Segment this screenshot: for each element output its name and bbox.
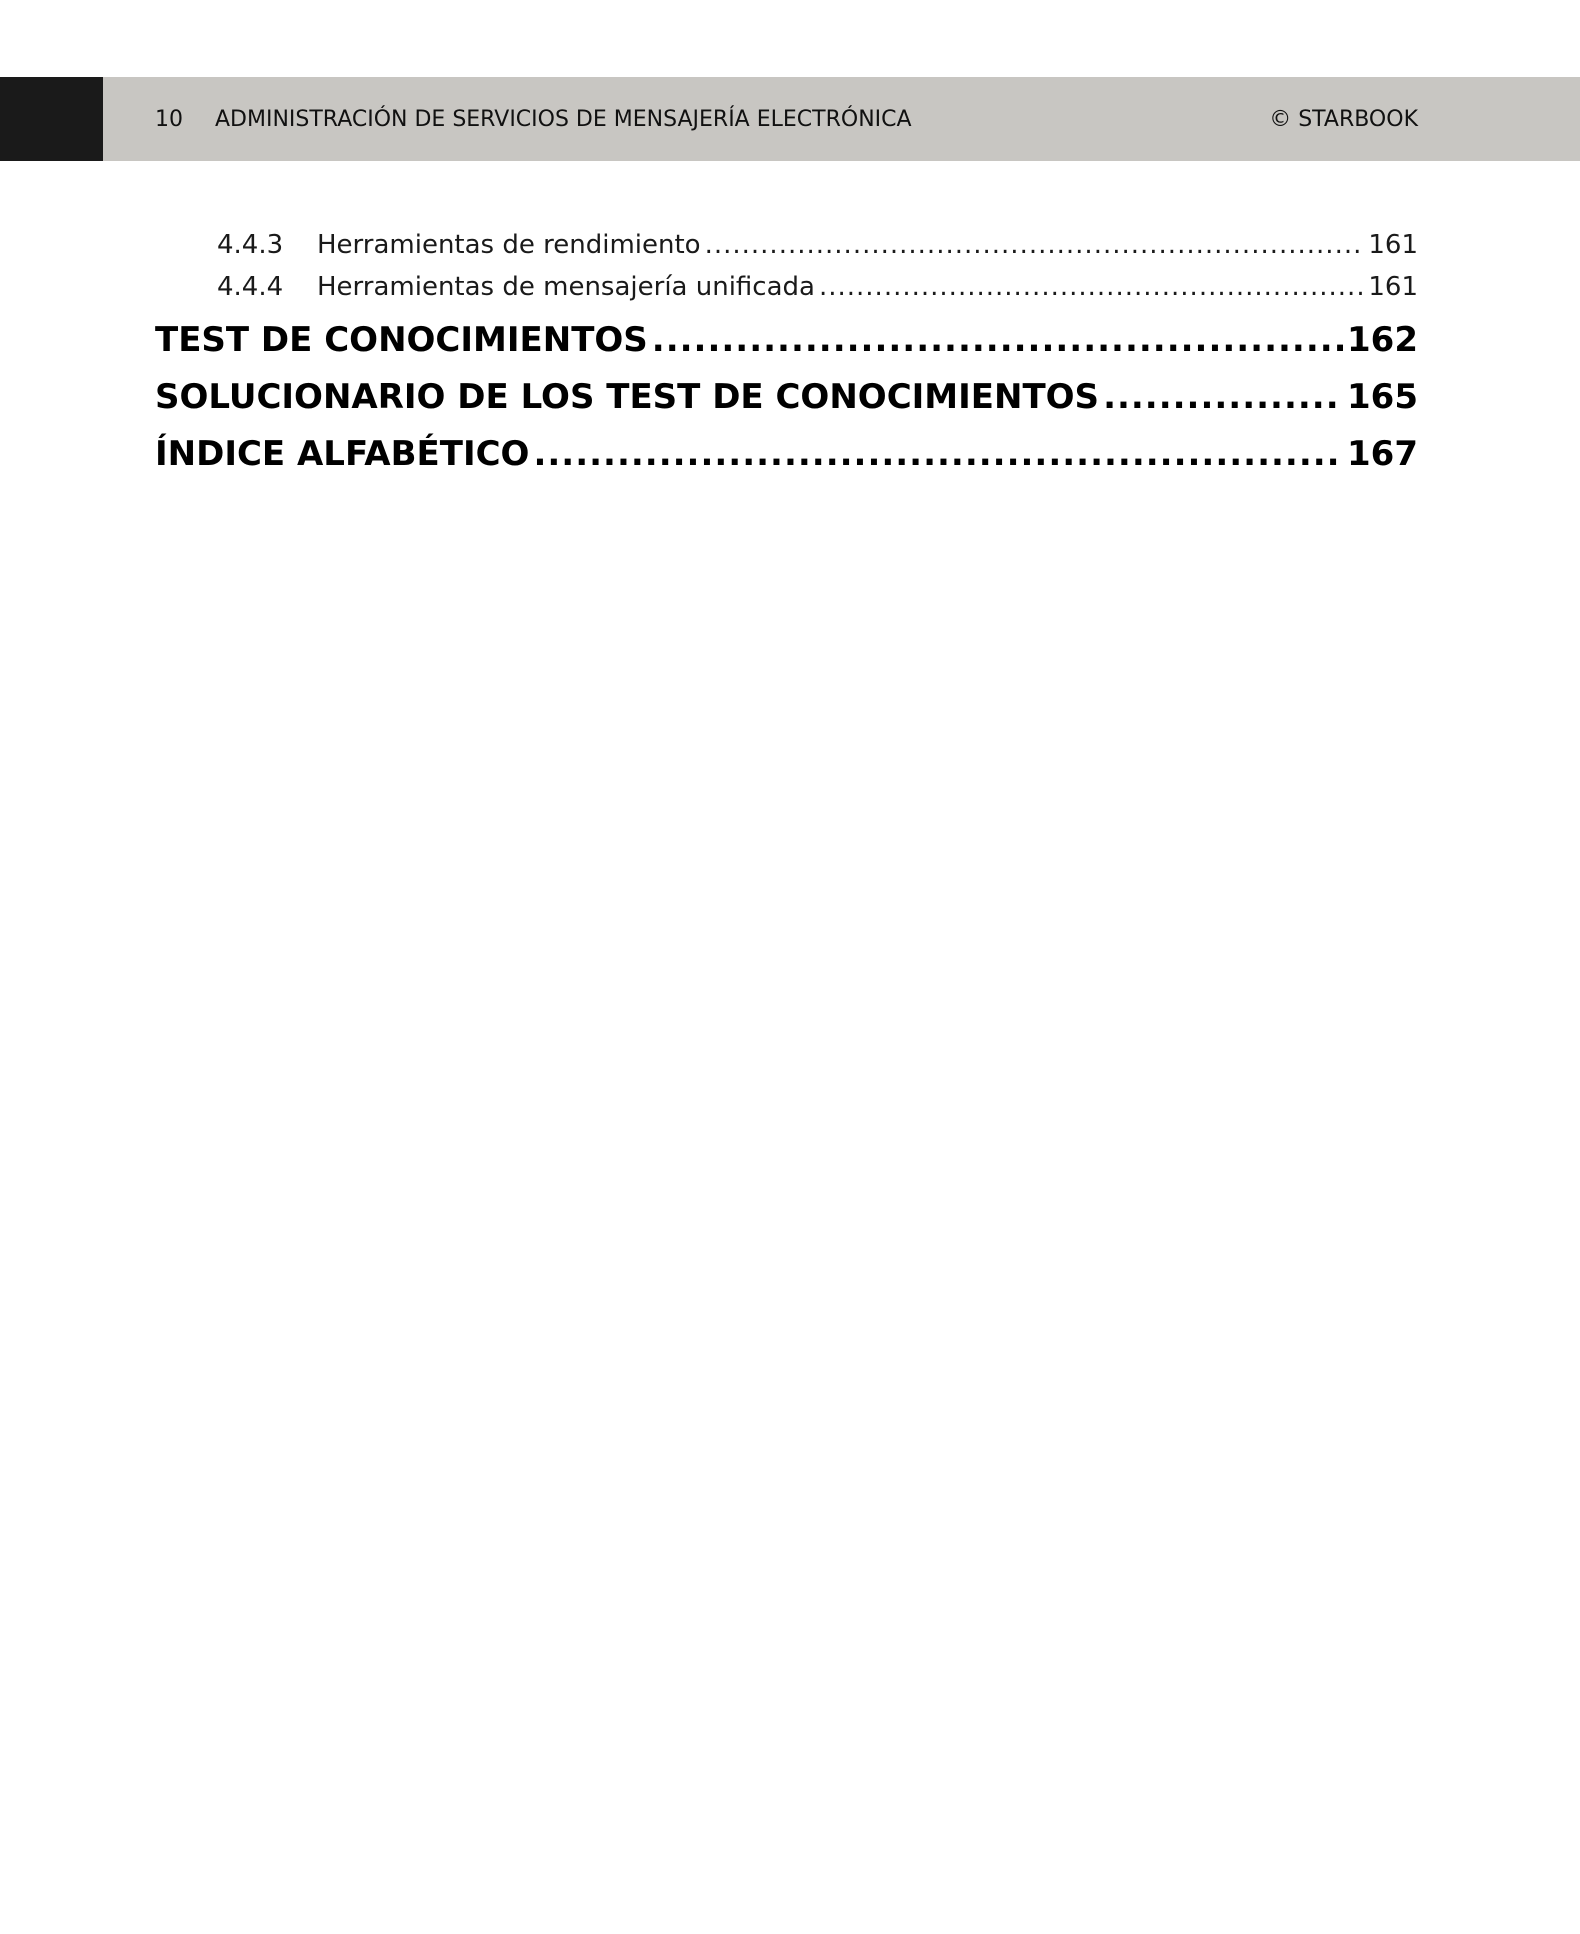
toc-dot-leader bbox=[705, 224, 1365, 266]
toc-entry-number: 4.4.3 bbox=[217, 230, 284, 260]
toc-entry-label: SOLUCIONARIO DE LOS TEST DE CONOCIMIENTOS bbox=[155, 377, 1100, 417]
toc-entry-page: 161 bbox=[1368, 272, 1418, 302]
toc-entry-label: Herramientas de mensajería unificada bbox=[317, 272, 815, 302]
toc-dot-leader bbox=[819, 266, 1364, 308]
toc-entry-page: 165 bbox=[1347, 377, 1418, 417]
toc-entry-4-4-3[interactable] bbox=[155, 224, 1418, 266]
toc-dot-leader bbox=[1103, 369, 1343, 426]
header-publisher: © STARBOOK bbox=[1269, 106, 1418, 132]
running-header bbox=[155, 77, 1418, 161]
toc-entry-4-4-4[interactable] bbox=[155, 266, 1418, 308]
toc-entry-label: TEST DE CONOCIMIENTOS bbox=[155, 320, 648, 360]
toc-entry-page: 161 bbox=[1368, 230, 1418, 260]
toc-dot-leader bbox=[652, 312, 1343, 369]
toc-entry-page: 162 bbox=[1347, 320, 1418, 360]
header-black-block bbox=[0, 77, 103, 161]
toc-dot-leader bbox=[533, 426, 1343, 483]
toc-entry-number: 4.4.4 bbox=[217, 272, 284, 302]
header-book-title: ADMINISTRACIÓN DE SERVICIOS DE MENSAJERÍA ELECTRÓNICA bbox=[215, 106, 912, 132]
toc-entry-indice-alfabetico[interactable] bbox=[155, 426, 1418, 483]
toc-entry-label: ÍNDICE ALFABÉTICO bbox=[155, 434, 530, 474]
toc-entry-solucionario[interactable] bbox=[155, 369, 1418, 426]
toc-entry-label: Herramientas de rendimiento bbox=[317, 230, 701, 260]
toc-entry-page: 167 bbox=[1347, 434, 1418, 474]
toc-entry-test-de-conocimientos[interactable] bbox=[155, 312, 1418, 369]
header-page-number: 10 bbox=[155, 106, 183, 132]
table-of-contents bbox=[155, 224, 1418, 483]
